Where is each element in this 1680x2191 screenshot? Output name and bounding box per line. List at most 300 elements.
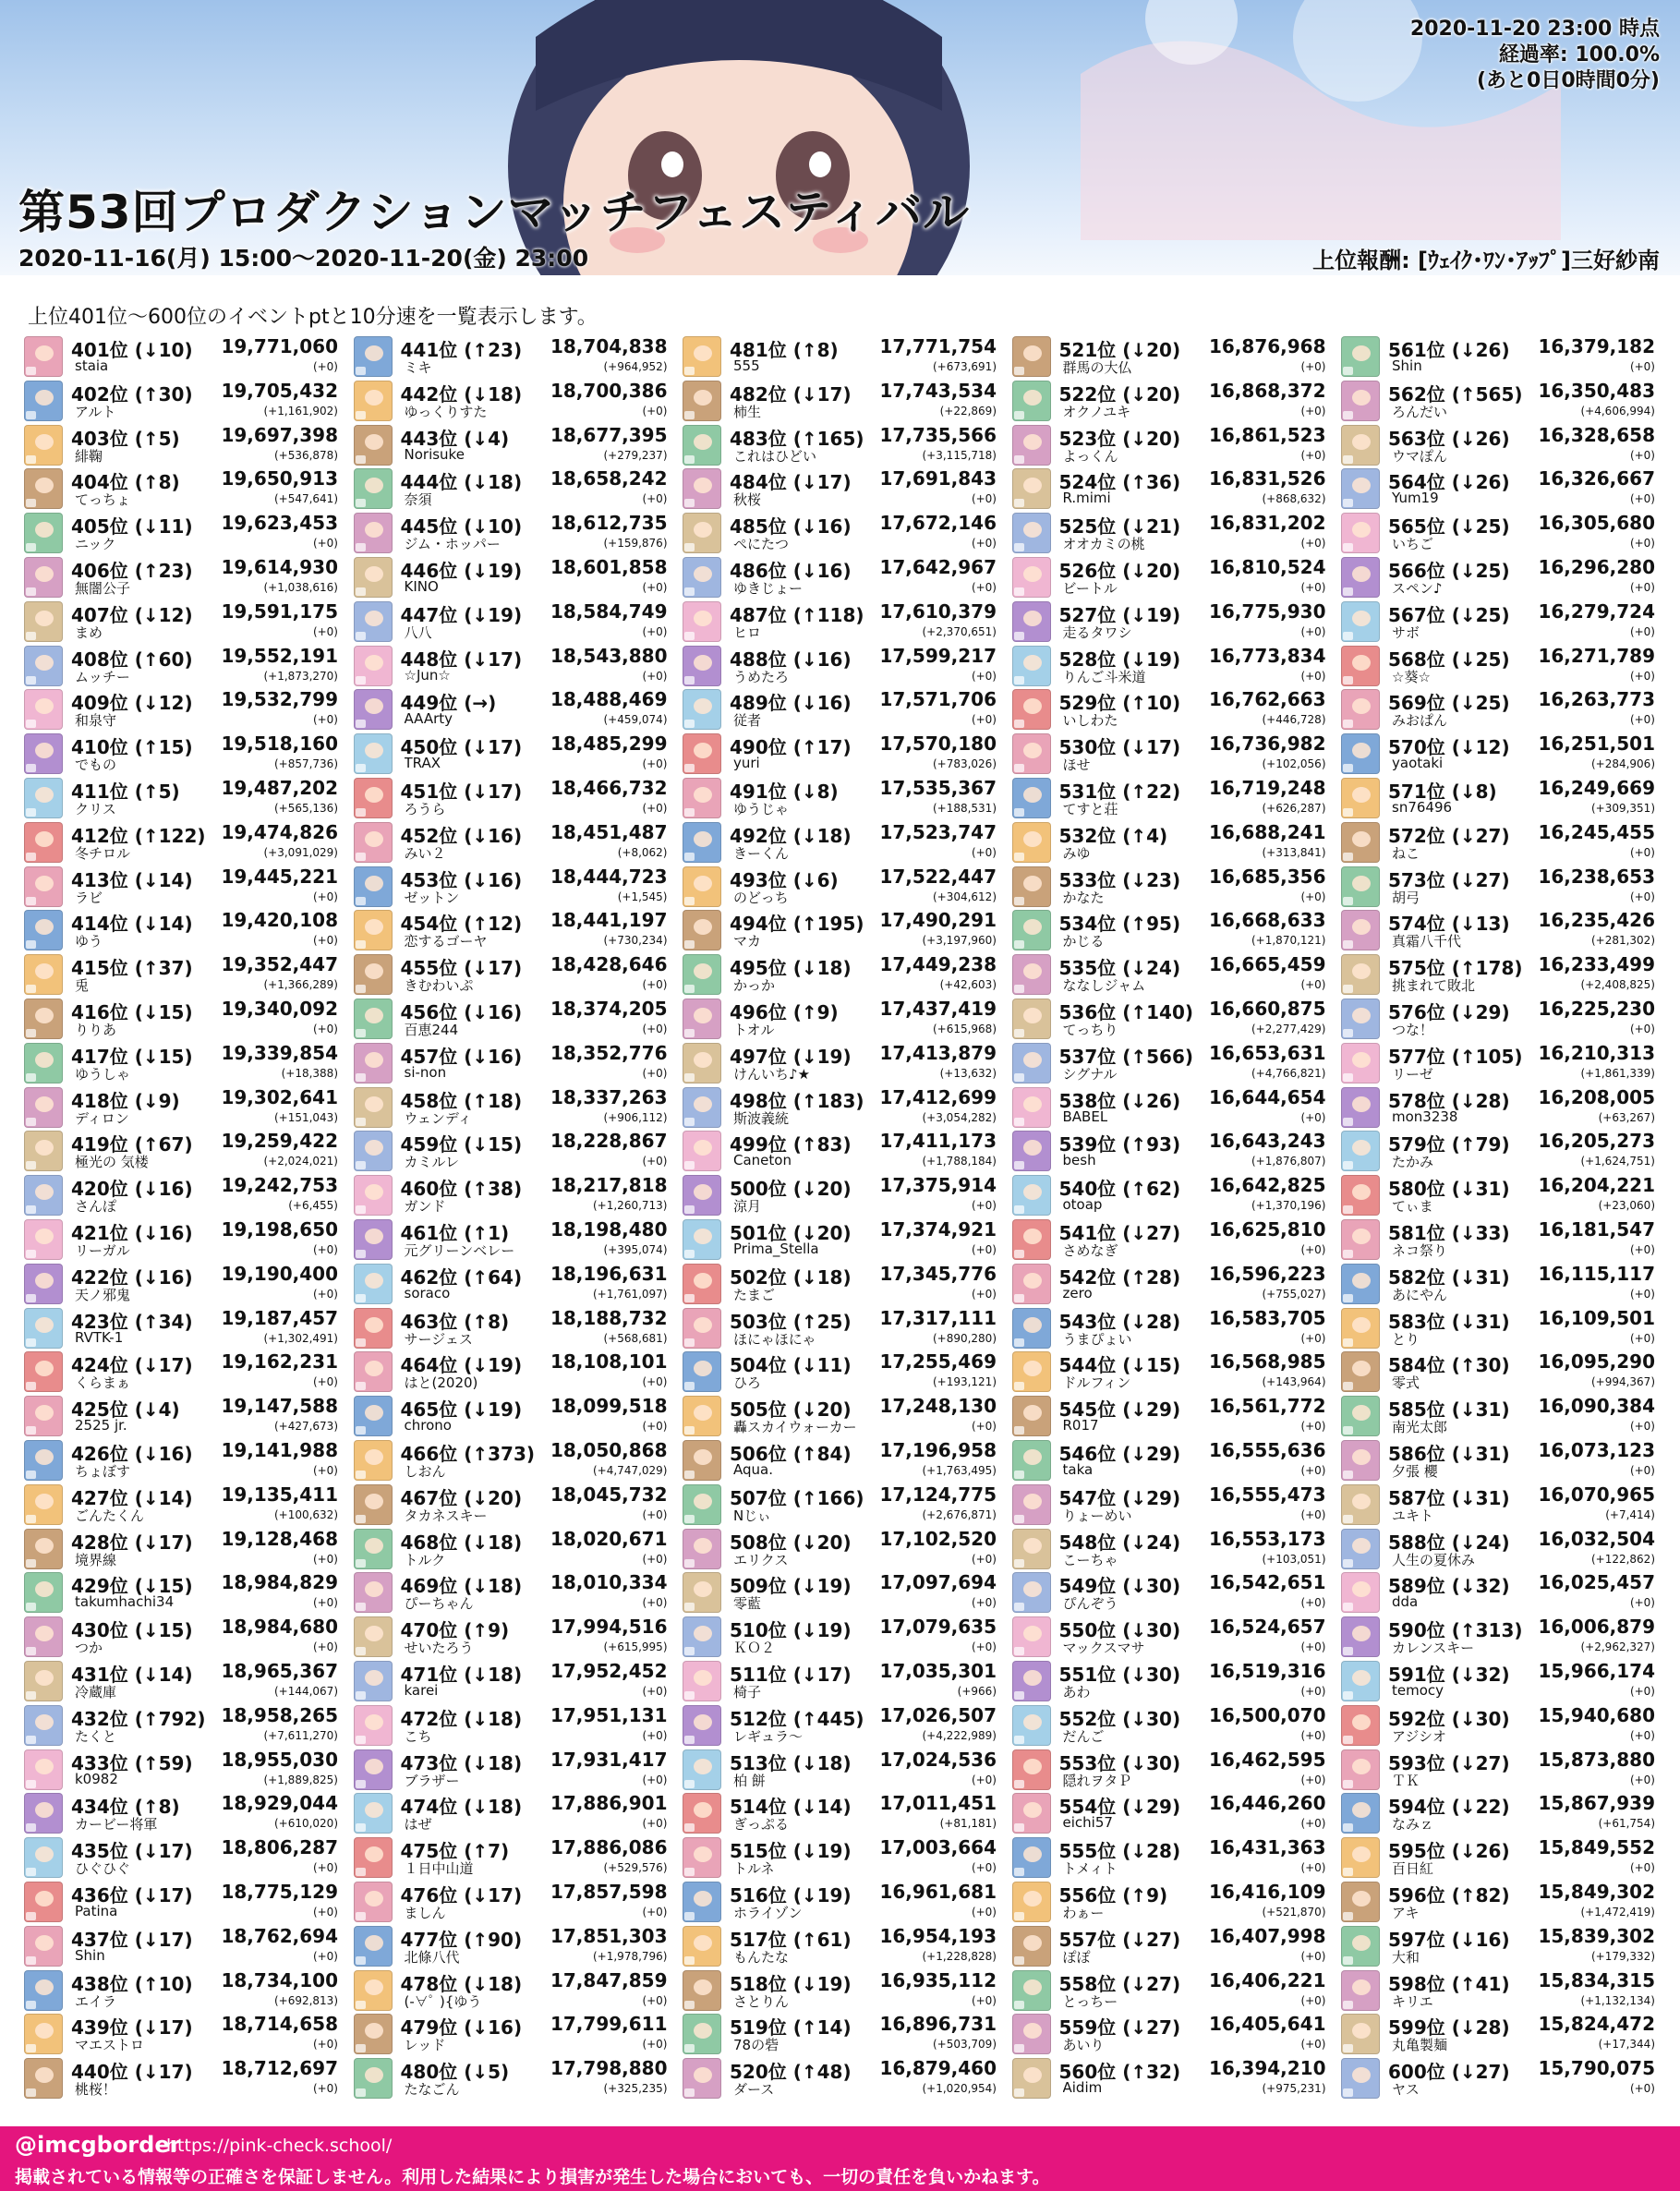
event-points: 17,024,536 xyxy=(879,1748,997,1771)
player-name: 夕張 櫻 xyxy=(1392,1463,1438,1480)
rank-label: 590位 (↑313) xyxy=(1388,1619,1523,1642)
event-points: 16,583,705 xyxy=(1208,1306,1326,1329)
rank-label: 550位 (↓30) xyxy=(1058,1619,1181,1642)
idol-avatar-icon xyxy=(354,1308,393,1349)
rank-label: 589位 (↓32) xyxy=(1388,1575,1510,1598)
idol-avatar-icon xyxy=(24,1043,63,1083)
player-name: 極光の 気楼 xyxy=(75,1154,149,1171)
rank-label: 483位 (↑165) xyxy=(730,427,864,450)
player-name: リーゼ xyxy=(1392,1065,1433,1083)
ten-min-speed: (+0) xyxy=(971,1199,997,1213)
rank-label: 539位 (↑93) xyxy=(1058,1133,1181,1156)
player-name: ネコ祭り xyxy=(1392,1242,1448,1259)
idol-avatar-icon xyxy=(1012,866,1051,907)
ranking-row xyxy=(354,1968,673,2013)
ranking-row xyxy=(1012,1438,1332,1483)
rank-label: 574位 (↓13) xyxy=(1388,913,1510,936)
event-points: 16,095,290 xyxy=(1538,1350,1655,1374)
ranking-row xyxy=(1012,1615,1332,1659)
event-points: 19,623,453 xyxy=(221,512,338,535)
player-name: わぁー xyxy=(1062,1905,1105,1921)
player-name: 恋するゴーヤ xyxy=(404,933,488,950)
idol-avatar-icon xyxy=(1341,733,1380,774)
twitter-handle[interactable]: @imcgborder xyxy=(15,2132,181,2158)
player-name: ミキ xyxy=(404,359,432,376)
rank-label: 566位 (↓25) xyxy=(1388,560,1510,582)
event-points: 16,719,248 xyxy=(1208,777,1326,799)
player-name: ウマぽん xyxy=(1392,447,1448,465)
player-name: (-∀ﾟ ){ゆう xyxy=(404,1992,482,2010)
idol-avatar-icon xyxy=(1341,1661,1380,1701)
player-name: Shin xyxy=(75,1946,105,1964)
event-points: 16,208,005 xyxy=(1538,1085,1655,1108)
ten-min-speed: (+0) xyxy=(1629,713,1655,727)
idol-avatar-icon xyxy=(683,1970,721,2011)
ten-min-speed: (+964,952) xyxy=(603,360,668,373)
ranking-row xyxy=(1341,865,1661,909)
event-points: 16,090,384 xyxy=(1538,1395,1655,1418)
idol-avatar-icon xyxy=(24,425,63,466)
player-name: 胡弓 xyxy=(1392,889,1420,906)
player-name: うめたろ xyxy=(733,668,790,685)
idol-avatar-icon xyxy=(1341,1351,1380,1392)
ten-min-speed: (+0) xyxy=(642,1375,668,1389)
ten-min-speed: (+0) xyxy=(642,581,668,594)
ten-min-speed: (+0) xyxy=(642,1817,668,1831)
event-points: 16,868,372 xyxy=(1208,379,1326,402)
event-points: 18,584,749 xyxy=(550,599,668,623)
player-name: ユキト xyxy=(1392,1507,1434,1524)
player-name: 柿生 xyxy=(733,403,762,420)
progress-rate: 経過率: 100.0% xyxy=(1498,43,1660,67)
event-points: 19,259,422 xyxy=(221,1130,338,1153)
ranking-row xyxy=(1012,1968,1332,2013)
ranking-row xyxy=(683,1924,1002,1968)
idol-avatar-icon xyxy=(1341,999,1380,1039)
rank-label: 523位 (↓20) xyxy=(1058,427,1181,450)
rank-label: 555位 (↓28) xyxy=(1058,1840,1181,1863)
ten-min-speed: (+0) xyxy=(642,757,668,771)
event-points: 19,552,191 xyxy=(221,644,338,667)
event-points: 16,688,241 xyxy=(1208,820,1326,843)
player-name: takumhachi34 xyxy=(75,1593,175,1611)
ten-min-speed: (+0) xyxy=(312,2038,338,2052)
idol-avatar-icon xyxy=(1012,778,1051,818)
ten-min-speed: (+179,332) xyxy=(1590,1949,1655,1963)
idol-avatar-icon xyxy=(1341,1970,1380,2011)
idol-avatar-icon xyxy=(683,733,721,774)
ranking-row xyxy=(683,865,1002,909)
event-points: 17,413,879 xyxy=(879,1041,997,1064)
rank-label: 549位 (↓30) xyxy=(1058,1575,1181,1598)
idol-avatar-icon xyxy=(24,778,63,818)
idol-avatar-icon xyxy=(24,954,63,995)
ten-min-speed: (+0) xyxy=(1300,1949,1326,1963)
player-name: 百恵244 xyxy=(404,1022,459,1038)
event-points: 16,205,273 xyxy=(1538,1130,1655,1153)
ten-min-speed: (+0) xyxy=(1629,492,1655,506)
ten-min-speed: (+0) xyxy=(1300,2038,1326,2052)
ranking-row xyxy=(354,732,673,776)
ranking-row xyxy=(354,776,673,820)
event-points: 19,187,457 xyxy=(221,1306,338,1329)
rank-label: 571位 (↓8) xyxy=(1388,781,1497,803)
ten-min-speed: (+868,632) xyxy=(1262,492,1326,506)
ten-min-speed: (+0) xyxy=(1300,1993,1326,2007)
ten-min-speed: (+100,632) xyxy=(273,1507,338,1521)
idol-avatar-icon xyxy=(683,601,721,642)
ranking-row xyxy=(1012,1173,1332,1217)
ranking-row xyxy=(1341,1835,1661,1880)
ten-min-speed: (+6,455) xyxy=(288,1199,338,1213)
ranking-row xyxy=(24,423,344,467)
event-points: 16,642,825 xyxy=(1208,1174,1326,1197)
ranking-row xyxy=(24,1924,344,1968)
idol-avatar-icon xyxy=(683,468,721,509)
ranking-row xyxy=(683,952,1002,997)
event-points: 16,542,651 xyxy=(1208,1571,1326,1594)
rank-label: 545位 (↓29) xyxy=(1058,1398,1181,1422)
rank-label: 585位 (↓31) xyxy=(1388,1398,1510,1422)
top-reward: 上位報酬: [ｳｪｲｸ･ﾜﾝ･ｱｯﾌﾟ]三好紗南 xyxy=(1312,248,1660,273)
rank-label: 461位 (↑1) xyxy=(400,1222,510,1244)
idol-avatar-icon xyxy=(1012,1396,1051,1436)
player-name: あわ xyxy=(1062,1684,1091,1701)
idol-avatar-icon xyxy=(1341,1043,1380,1083)
ranking-row xyxy=(1012,1262,1332,1306)
ten-min-speed: (+2,676,871) xyxy=(922,1507,997,1521)
idol-avatar-icon xyxy=(1012,1749,1051,1790)
idol-avatar-icon xyxy=(1012,1572,1051,1613)
rank-label: 499位 (↑83) xyxy=(730,1133,852,1156)
player-name: さんぽ xyxy=(75,1198,117,1216)
event-points: 19,420,108 xyxy=(221,909,338,932)
ten-min-speed: (+1,132,134) xyxy=(1580,1993,1655,2007)
event-points: 18,020,671 xyxy=(550,1527,668,1550)
ranking-row xyxy=(354,1791,673,1835)
player-name: 2525 jr. xyxy=(75,1417,127,1434)
event-points: 16,519,316 xyxy=(1208,1660,1326,1682)
ten-min-speed: (+1,260,713) xyxy=(593,1199,668,1213)
player-name: ぎっぷる xyxy=(733,1816,790,1834)
player-name: さめなぎ xyxy=(1062,1242,1118,1259)
ranking-row xyxy=(354,997,673,1041)
player-name: Prima_Stella xyxy=(733,1241,819,1257)
ten-min-speed: (+966) xyxy=(957,1685,997,1698)
ten-min-speed: (+0) xyxy=(971,1596,997,1610)
rank-label: 439位 (↓17) xyxy=(71,2016,193,2040)
rank-label: 506位 (↑84) xyxy=(730,1443,852,1465)
rank-label: 473位 (↓18) xyxy=(400,1751,523,1774)
idol-avatar-icon xyxy=(1012,1219,1051,1260)
player-name: サージェス xyxy=(404,1330,473,1348)
event-points: 17,196,958 xyxy=(879,1439,997,1461)
ten-min-speed: (+304,612) xyxy=(932,890,997,903)
event-points: 16,625,810 xyxy=(1208,1218,1326,1241)
player-name: ゆきじょー xyxy=(733,580,804,597)
rank-label: 468位 (↓18) xyxy=(400,1531,523,1554)
player-name: k0982 xyxy=(75,1770,118,1787)
ranking-row xyxy=(683,1703,1002,1748)
ranking-row xyxy=(1012,1924,1332,1968)
ten-min-speed: (+0) xyxy=(971,1906,997,1919)
rank-label: 412位 (↑122) xyxy=(71,824,206,847)
ranking-row xyxy=(1341,511,1661,555)
ten-min-speed: (+755,027) xyxy=(1262,1287,1326,1301)
rank-label: 478位 (↓18) xyxy=(400,1972,523,1995)
ten-min-speed: (+0) xyxy=(971,1861,997,1875)
event-points: 16,462,595 xyxy=(1208,1748,1326,1771)
rank-label: 482位 (↓17) xyxy=(730,382,852,406)
player-name: 冬チロル xyxy=(75,844,131,862)
event-points: 17,523,747 xyxy=(879,820,997,843)
ranking-row xyxy=(354,1262,673,1306)
ten-min-speed: (+0) xyxy=(1629,581,1655,594)
ten-min-speed: (+0) xyxy=(1629,890,1655,903)
event-points: 18,374,205 xyxy=(550,998,668,1020)
player-name: もんたな xyxy=(733,1948,790,1966)
ten-min-speed: (+0) xyxy=(642,1552,668,1566)
ranking-row xyxy=(1012,1748,1332,1792)
player-name: 走るタワシ xyxy=(1062,623,1132,641)
ranking-row xyxy=(683,1438,1002,1483)
player-name: たまご xyxy=(733,1286,776,1303)
event-points: 18,441,197 xyxy=(550,909,668,932)
idol-avatar-icon xyxy=(354,1264,393,1304)
player-name: yuri xyxy=(733,755,760,772)
player-name: 兎 xyxy=(75,977,90,995)
player-name: アルト xyxy=(75,403,116,420)
ranking-row xyxy=(1341,1748,1661,1792)
ten-min-speed: (+1,038,616) xyxy=(263,581,338,594)
event-points: 16,568,985 xyxy=(1208,1350,1326,1374)
ten-min-speed: (+0) xyxy=(1629,1685,1655,1698)
ranking-row xyxy=(1341,644,1661,688)
ten-min-speed: (+1,472,419) xyxy=(1580,1906,1655,1919)
ranking-row xyxy=(683,1527,1002,1571)
rank-label: 491位 (↓8) xyxy=(730,781,839,803)
idol-avatar-icon xyxy=(24,468,63,509)
rank-label: 565位 (↓25) xyxy=(1388,515,1510,539)
rank-label: 519位 (↑14) xyxy=(730,2016,852,2040)
rank-label: 583位 (↓31) xyxy=(1388,1310,1510,1333)
event-points: 18,196,631 xyxy=(550,1262,668,1285)
player-name: ドルフィン xyxy=(1062,1374,1131,1392)
event-points: 16,296,280 xyxy=(1538,556,1655,578)
player-name: 真霜八千代 xyxy=(1392,933,1462,950)
rank-label: 531位 (↑22) xyxy=(1058,781,1181,803)
ten-min-speed: (+0) xyxy=(971,1420,997,1434)
idol-avatar-icon xyxy=(354,336,393,377)
player-name: つな！ xyxy=(1392,1022,1434,1038)
rank-label: 533位 (↓23) xyxy=(1058,868,1181,891)
ranking-row xyxy=(1341,1791,1661,1835)
rank-label: 573位 (↓27) xyxy=(1388,868,1510,891)
ten-min-speed: (+1,370,196) xyxy=(1251,1199,1326,1213)
ten-min-speed: (+0) xyxy=(971,713,997,727)
rank-label: 510位 (↓19) xyxy=(730,1619,852,1642)
rank-label: 527位 (↓19) xyxy=(1058,603,1181,626)
rank-label: 472位 (↓18) xyxy=(400,1707,523,1730)
event-period: 2020-11-16(月) 15:00～2020-11-20(金) 23:00 xyxy=(18,245,589,272)
ten-min-speed: (+0) xyxy=(312,360,338,373)
ten-min-speed: (+0) xyxy=(971,669,997,683)
player-name: なみｚ xyxy=(1392,1816,1434,1834)
ranking-row xyxy=(24,1350,344,1394)
rank-label: 415位 (↑37) xyxy=(71,957,193,980)
idol-avatar-icon xyxy=(683,1882,721,1922)
idol-avatar-icon xyxy=(1341,1749,1380,1790)
rank-label: 445位 (↓10) xyxy=(400,515,523,539)
event-points: 16,561,772 xyxy=(1208,1395,1326,1418)
rank-label: 553位 (↓30) xyxy=(1058,1751,1181,1774)
event-points: 18,217,818 xyxy=(550,1174,668,1197)
ranking-row xyxy=(683,1968,1002,2013)
event-points: 19,198,650 xyxy=(221,1218,338,1241)
idol-avatar-icon xyxy=(354,1131,393,1171)
player-name: のどっち xyxy=(733,889,789,906)
ten-min-speed: (+547,641) xyxy=(273,492,338,506)
ten-min-speed: (+0) xyxy=(1629,1287,1655,1301)
idol-avatar-icon xyxy=(354,1926,393,1967)
ten-min-speed: (+0) xyxy=(642,624,668,638)
ten-min-speed: (+0) xyxy=(1300,890,1326,903)
idol-avatar-icon xyxy=(354,1793,393,1834)
ranking-row xyxy=(24,1748,344,1792)
idol-avatar-icon xyxy=(1012,2014,1051,2054)
idol-avatar-icon xyxy=(1012,646,1051,686)
idol-avatar-icon xyxy=(24,1882,63,1922)
rank-label: 561位 (↓26) xyxy=(1388,339,1510,361)
ranking-row xyxy=(354,1924,673,1968)
event-title: 第53回プロダクションマッチフェスティバル xyxy=(18,186,971,239)
idol-avatar-icon xyxy=(683,2014,721,2054)
event-points: 16,644,654 xyxy=(1208,1085,1326,1108)
player-name: ろうら xyxy=(404,801,446,817)
ten-min-speed: (+188,531) xyxy=(932,802,997,815)
idol-avatar-icon xyxy=(1012,601,1051,642)
ranking-row xyxy=(24,1306,344,1350)
player-name: R.mimi xyxy=(1062,490,1111,507)
ten-min-speed: (+0) xyxy=(312,1375,338,1389)
event-points: 17,857,598 xyxy=(550,1881,668,1903)
player-name: ヤス xyxy=(1392,2081,1420,2099)
ten-min-speed: (+730,234) xyxy=(603,934,668,948)
ten-min-speed: (+0) xyxy=(1300,581,1326,594)
idol-avatar-icon xyxy=(1012,336,1051,377)
ranking-row xyxy=(1341,1570,1661,1615)
idol-avatar-icon xyxy=(24,1396,63,1436)
event-points: 16,961,681 xyxy=(879,1881,997,1903)
player-name: ぽぽ xyxy=(1062,1948,1091,1966)
ten-min-speed: (+0) xyxy=(1300,1243,1326,1256)
rank-label: 417位 (↓15) xyxy=(71,1045,193,1068)
player-name: かっか xyxy=(733,977,776,995)
event-points: 16,249,669 xyxy=(1538,777,1655,799)
rank-label: 558位 (↓27) xyxy=(1058,1972,1181,1995)
player-name: taka xyxy=(1062,1461,1094,1478)
ten-min-speed: (+0) xyxy=(1629,1420,1655,1434)
event-points: 19,302,641 xyxy=(221,1085,338,1108)
rank-label: 421位 (↓16) xyxy=(71,1222,193,1244)
rank-label: 581位 (↓33) xyxy=(1388,1222,1510,1244)
event-points: 16,775,930 xyxy=(1208,599,1326,623)
event-points: 16,446,260 xyxy=(1208,1792,1326,1815)
player-name: yaotaki xyxy=(1392,755,1444,772)
rank-label: 438位 (↑10) xyxy=(71,1972,193,1995)
event-points: 17,951,131 xyxy=(550,1703,668,1726)
ten-min-speed: (+0) xyxy=(1300,448,1326,462)
player-name: あにやん xyxy=(1392,1286,1448,1303)
idol-avatar-icon xyxy=(683,1087,721,1128)
player-name: 轟スカイウォーカー xyxy=(733,1419,857,1436)
idol-avatar-icon xyxy=(354,1705,393,1746)
rank-label: 517位 (↑61) xyxy=(730,1928,852,1951)
player-name: ニック xyxy=(75,536,116,553)
ten-min-speed: (+0) xyxy=(642,1066,668,1080)
rank-label: 582位 (↓31) xyxy=(1388,1265,1510,1289)
player-name: 境界線 xyxy=(75,1551,117,1568)
ten-min-speed: (+7,611,270) xyxy=(263,1728,338,1742)
player-name: 百日紅 xyxy=(1392,1860,1434,1878)
player-name: カービー将軍 xyxy=(75,1816,158,1834)
ten-min-speed: (+1,302,491) xyxy=(263,1331,338,1345)
ranking-row xyxy=(354,1527,673,1571)
idol-avatar-icon xyxy=(683,1440,721,1481)
player-name: 無闇公子 xyxy=(75,580,131,597)
ranking-row xyxy=(1012,1570,1332,1615)
rank-label: 464位 (↓19) xyxy=(400,1354,523,1377)
rank-label: 584位 (↑30) xyxy=(1388,1354,1510,1377)
player-name: １日中山道 xyxy=(404,1860,474,1878)
rank-label: 575位 (↑178) xyxy=(1388,957,1523,980)
event-points: 18,337,263 xyxy=(550,1085,668,1108)
ten-min-speed: (+4,766,821) xyxy=(1251,1066,1326,1080)
player-name: si-non xyxy=(404,1063,447,1081)
ten-min-speed: (+0) xyxy=(312,713,338,727)
player-name: ガンド xyxy=(404,1198,446,1216)
idol-avatar-icon xyxy=(24,1661,63,1701)
idol-avatar-icon xyxy=(683,425,721,466)
ten-min-speed: (+0) xyxy=(971,1640,997,1654)
idol-avatar-icon xyxy=(24,1749,63,1790)
idol-avatar-icon xyxy=(1341,381,1380,421)
player-name: うまぴょい xyxy=(1062,1330,1132,1348)
ten-min-speed: (+0) xyxy=(312,1464,338,1477)
event-points: 16,326,667 xyxy=(1538,467,1655,490)
rank-label: 570位 (↓12) xyxy=(1388,736,1510,759)
ten-min-speed: (+0) xyxy=(642,1596,668,1610)
player-name: 78の砦 xyxy=(733,2037,780,2054)
rank-label: 451位 (↓17) xyxy=(400,781,523,803)
ten-min-speed: (+4,222,989) xyxy=(922,1728,997,1742)
player-name: ほにゃほにゃ xyxy=(733,1330,816,1348)
event-points: 17,535,367 xyxy=(879,777,997,799)
player-name: KINO xyxy=(404,578,439,595)
rank-label: 498位 (↑183) xyxy=(730,1089,864,1112)
idol-avatar-icon xyxy=(24,1616,63,1657)
ranking-row xyxy=(1341,732,1661,776)
rank-label: 488位 (↓16) xyxy=(730,648,852,671)
idol-avatar-icon xyxy=(683,822,721,863)
event-points: 17,799,611 xyxy=(550,2013,668,2036)
idol-avatar-icon xyxy=(683,1043,721,1083)
ten-min-speed: (+2,024,021) xyxy=(263,1155,338,1168)
site-link[interactable]: https://pink-check.school/ xyxy=(166,2136,393,2156)
rank-label: 592位 (↓30) xyxy=(1388,1707,1510,1730)
rank-label: 556位 (↑9) xyxy=(1058,1884,1168,1907)
ranking-row xyxy=(683,1350,1002,1394)
